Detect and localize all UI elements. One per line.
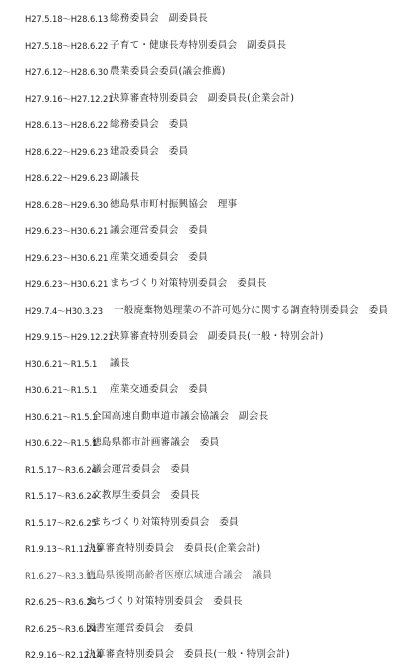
- role-text: 決算審査特別委員会 副委員長(一般・特別会計): [110, 331, 324, 342]
- role-text: 文教厚生委員会 委員長: [92, 490, 200, 501]
- period-text: R1.5.17～R3.6.24: [25, 491, 97, 501]
- role-text: 徳島県市町村振興協会 理事: [110, 198, 238, 210]
- period-text: H29.6.23～H30.6.21: [25, 226, 109, 236]
- history-row: [0, 566, 404, 593]
- history-row: [0, 248, 404, 275]
- period-text: R2.9.16～R2.12.14: [25, 650, 103, 660]
- period-text: H28.6.28～H29.6.30: [25, 199, 109, 210]
- history-row: [0, 460, 404, 487]
- role-text: 全国高速自動車道市議会協議会 副会長: [92, 410, 269, 422]
- period-text: R1.6.27～R3.3.11: [25, 570, 97, 581]
- history-row: [0, 354, 404, 381]
- period-text: H30.6.21～R1.5.1: [25, 385, 98, 395]
- role-text: 建設委員会 委員: [110, 145, 189, 157]
- period-text: H28.6.22～H29.6.23: [25, 173, 109, 183]
- history-row: [0, 380, 404, 407]
- history-row: [0, 142, 404, 169]
- period-text: H30.6.22～R1.5.1: [25, 438, 98, 448]
- history-row: [0, 327, 404, 354]
- role-text: 決算審査特別委員会 副委員長(企業会計): [110, 92, 295, 104]
- history-row: [0, 539, 404, 566]
- period-text: H29.6.23～H30.6.21: [25, 252, 109, 263]
- history-row: [0, 301, 404, 328]
- history-row: [0, 592, 404, 619]
- period-text: R2.6.25～R3.6.24: [25, 597, 97, 607]
- role-text: 議会運営委員会 委員: [92, 463, 190, 475]
- role-text: 一般廃棄物処理業の不許可処分に関する調査特別委員会 委員: [114, 304, 389, 316]
- role-text: まちづくり対策特別委員会 委員: [92, 516, 239, 528]
- history-row: [0, 195, 404, 222]
- role-text: 決算審査特別委員会 委員長(企業会計): [86, 543, 261, 554]
- role-text: 図書室運営委員会 委員: [86, 622, 194, 634]
- role-text: 子育て・健康長寿特別委員会 副委員長: [110, 39, 287, 51]
- history-row: [0, 645, 404, 672]
- history-row: [0, 115, 404, 142]
- period-text: H30.6.21～R1.5.1: [25, 411, 98, 422]
- role-text: まちづくり対策特別委員会 委員長: [86, 596, 243, 607]
- period-text: R1.5.17～R2.6.25: [25, 517, 97, 528]
- period-text: H29.6.23～H30.6.21: [25, 279, 109, 289]
- period-text: H27.5.18～H28.6.13: [25, 14, 109, 24]
- history-row: [0, 62, 404, 89]
- role-text: 総務委員会 副委員長: [110, 13, 208, 24]
- role-text: 産業交通委員会 委員: [110, 251, 208, 263]
- role-text: 決算審査特別委員会 委員長(一般・特別会計): [86, 649, 290, 660]
- period-text: R1.5.17～R3.6.24: [25, 464, 97, 475]
- role-text: 農業委員会委員(議会推薦): [110, 66, 226, 77]
- history-row: [0, 407, 404, 434]
- career-history-list: [0, 9, 404, 672]
- history-row: [0, 89, 404, 116]
- period-text: H27.6.12～H28.6.30: [25, 67, 109, 77]
- role-text: まちづくり対策特別委員会 委員長: [110, 278, 267, 289]
- period-text: H28.6.22～H29.6.23: [25, 146, 109, 157]
- period-text: R1.9.13～R1.12.19: [25, 544, 103, 554]
- period-text: R2.6.25～R3.6.24: [25, 623, 97, 634]
- history-row: [0, 168, 404, 195]
- role-text: 副議長: [110, 172, 140, 183]
- period-text: H27.5.18～H28.6.22: [25, 40, 109, 51]
- period-text: H29.9.15～H29.12.21: [25, 332, 114, 342]
- role-text: 議会運営委員会 委員: [110, 225, 208, 236]
- period-text: H30.6.21～R1.5.1: [25, 358, 98, 369]
- role-text: 総務委員会 委員: [110, 119, 189, 130]
- role-text: 産業交通委員会 委員: [110, 384, 208, 395]
- history-row: [0, 36, 404, 63]
- period-text: H28.6.13～H28.6.22: [25, 120, 109, 130]
- period-text: H29.7.4～H30.3.23: [25, 305, 103, 316]
- period-text: H27.9.16～H27.12.21: [25, 93, 114, 104]
- role-text: 徳島県都市計画審議会 委員: [92, 437, 220, 448]
- history-row: [0, 9, 404, 36]
- role-text: 徳島県後期高齢者医療広域連合議会 議員: [86, 569, 273, 581]
- history-row: [0, 486, 404, 513]
- history-row: [0, 433, 404, 460]
- role-text: 議長: [110, 357, 130, 369]
- history-row: [0, 619, 404, 646]
- history-row: [0, 221, 404, 248]
- history-row: [0, 274, 404, 301]
- history-row: [0, 513, 404, 540]
